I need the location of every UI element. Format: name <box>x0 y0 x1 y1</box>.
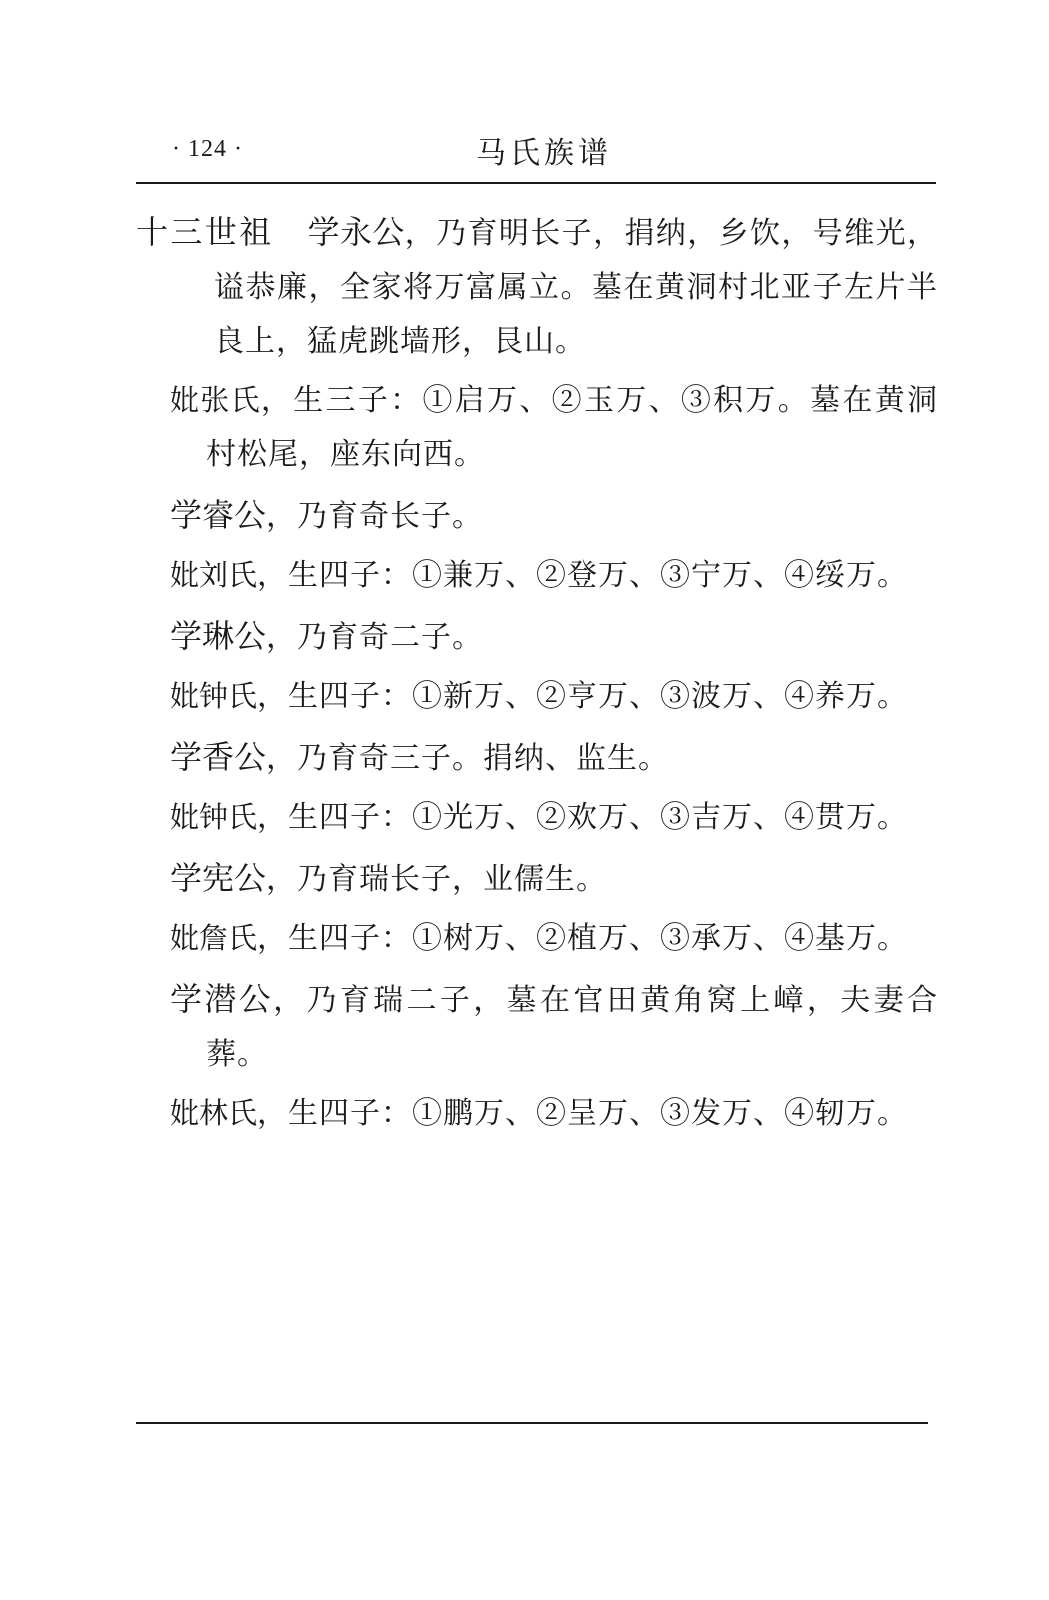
person-description: ，乃育瑞二子，墓在官田黄角窝上嶂，夫妻合葬。 <box>206 983 938 1072</box>
page-header <box>136 128 936 178</box>
entry-spouse-zhan <box>136 911 938 966</box>
spouse-name: 妣张氏 <box>170 383 261 417</box>
person-description: ，乃育奇长子。 <box>266 499 484 534</box>
entry-spouse-liu <box>136 548 938 603</box>
page-number: · 124 · <box>172 136 243 162</box>
generation-label: 十三世祖 <box>136 213 274 251</box>
person-name: 学琳公 <box>170 617 267 655</box>
spouse-description: ，生三子：①启万、②玉万、③积万。墓在黄洞村松尾，座东向西。 <box>206 383 938 472</box>
person-name: 学永公 <box>307 213 405 251</box>
entry-spouse-lin <box>136 1086 938 1141</box>
spouse-name: 妣刘氏 <box>170 558 258 592</box>
entry-xuexiang <box>136 730 938 786</box>
person-description: ，乃育奇三子。捐纳、监生。 <box>266 741 670 776</box>
running-title: 马氏族谱 <box>476 136 612 171</box>
spouse-description: ，生四子：①兼万、②登万、③宁万、④绥万。 <box>257 558 909 593</box>
person-description: ，乃育奇二子。 <box>266 620 484 655</box>
entry-spouse-zhong-1 <box>136 669 938 724</box>
person-description: ，乃育明长子，捐纳，乡饮，号维光，谥恭廉，全家将万富属立。墓在黄洞村北亚子左片半良上，猛虎跳墙形，艮山。 <box>214 216 938 359</box>
person-name: 学潜公 <box>170 980 274 1018</box>
spouse-description: ，生四子：①鹏万、②呈万、③发万、④轫万。 <box>257 1096 909 1131</box>
spouse-description: ，生四子：①光万、②欢万、③吉万、④贯万。 <box>257 800 909 835</box>
entry-xuerui <box>136 488 938 544</box>
person-name: 学睿公 <box>170 496 267 534</box>
spouse-description: ，生四子：①新万、②亨万、③波万、④养万。 <box>257 679 909 714</box>
person-name: 学香公 <box>170 738 267 776</box>
spouse-name: 妣林氏 <box>170 1096 258 1130</box>
spouse-name: 妣钟氏 <box>170 800 258 834</box>
entry-spouse-zhong-2 <box>136 790 938 845</box>
person-name: 学宪公 <box>170 859 267 897</box>
entry-spouse-zhang <box>136 373 938 482</box>
person-description: ，乃育瑞长子，业儒生。 <box>266 862 608 897</box>
header-rule <box>136 182 936 184</box>
genealogy-body <box>136 205 938 1145</box>
spouse-description: ，生四子：①树万、②植万、③承万、④基万。 <box>257 921 909 956</box>
entry-xueyong <box>136 205 938 369</box>
entry-xuelin <box>136 609 938 665</box>
entry-xuexian <box>136 851 938 907</box>
footer-rule <box>136 1422 928 1424</box>
spouse-name: 妣钟氏 <box>170 679 258 713</box>
spouse-name: 妣詹氏 <box>170 921 258 955</box>
entry-xueqian <box>136 972 938 1082</box>
